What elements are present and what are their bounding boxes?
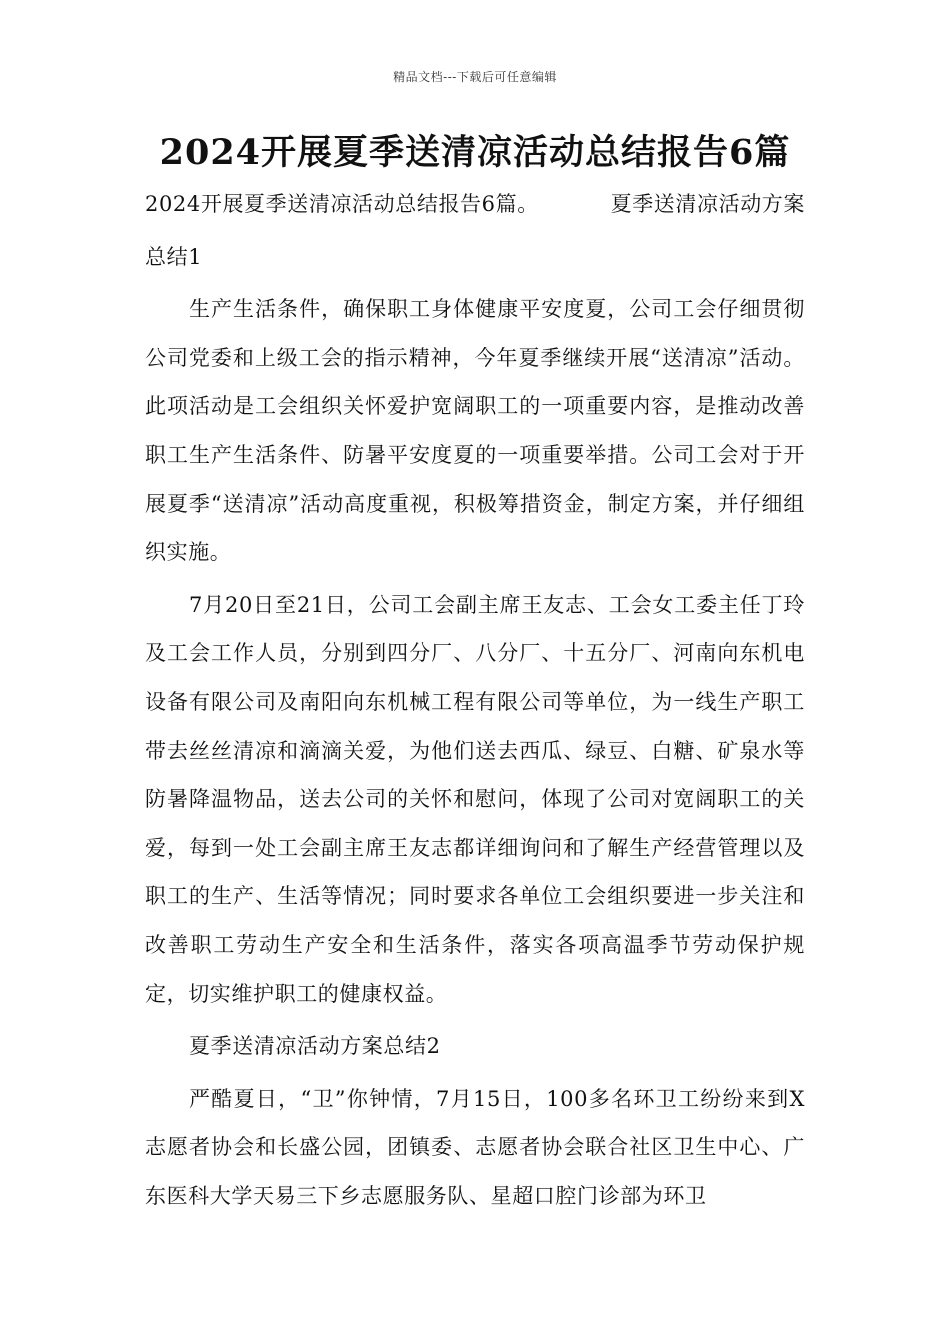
header-note: 精品文档---下载后可任意编辑	[393, 70, 557, 84]
intro-right-text: 夏季送清凉活动方案	[610, 192, 805, 216]
paragraph-1: 生产生活条件，确保职工身体健康平安度夏，公司工会仔细贯彻公司党委和上级工会的指示精神，今年夏季继续开展“送清凉”活动。此项活动是工会组织关怀爱护宽阔职工的一项重要内容，是推动改善职工生产生活条件、防暑平安度夏的一项重要举措。公司工会对于开展夏季“送清凉”活动高度重视，积极筹措资金，制定方案，并仔细组织实施。	[145, 297, 805, 565]
paragraph-2: 7月20日至21日，公司工会副主席王友志、工会女工委主任丁玲及工会工作人员，分别到四分厂、八分厂、十五分厂、河南向东机电设备有限公司及南阳向东机械工程有限公司等单位，为一线生产职工带去丝丝清凉和滴滴关爱，为他们送去西瓜、绿豆、白糖、矿泉水等防暑降温物品，送去公司的关怀和慰问，体现了公司对宽阔职工的关爱，每到一处工会副主席王友志都详细询问和了解生产经营管理以及职工的生产、生活等情况；同时要求各单位工会组织要进一步关注和改善职工劳动生产安全和生活条件，落实各项高温季节劳动保护规定，切实维护职工的健康权益。	[145, 592, 805, 1006]
document-title: 2024开展夏季送清凉活动总结报告6篇	[159, 132, 791, 173]
intro-line	[145, 180, 805, 229]
intro-continuation: 总结1	[145, 244, 203, 269]
section-heading-2: 夏季送清凉活动方案总结2	[189, 1034, 441, 1059]
paragraph-3: 严酷夏日，“卫”你钟情，7月15日，100多名环卫工纷纷来到X志愿者协会和长盛公园，团镇委、志愿者协会联合社区卫生中心、广东医科大学天易三下乡志愿服务队、星超口腔门诊部为环卫	[145, 1086, 805, 1208]
document-body	[145, 180, 805, 1224]
intro-left-text: 2024开展夏季送清凉活动总结报告6篇。	[145, 192, 539, 216]
